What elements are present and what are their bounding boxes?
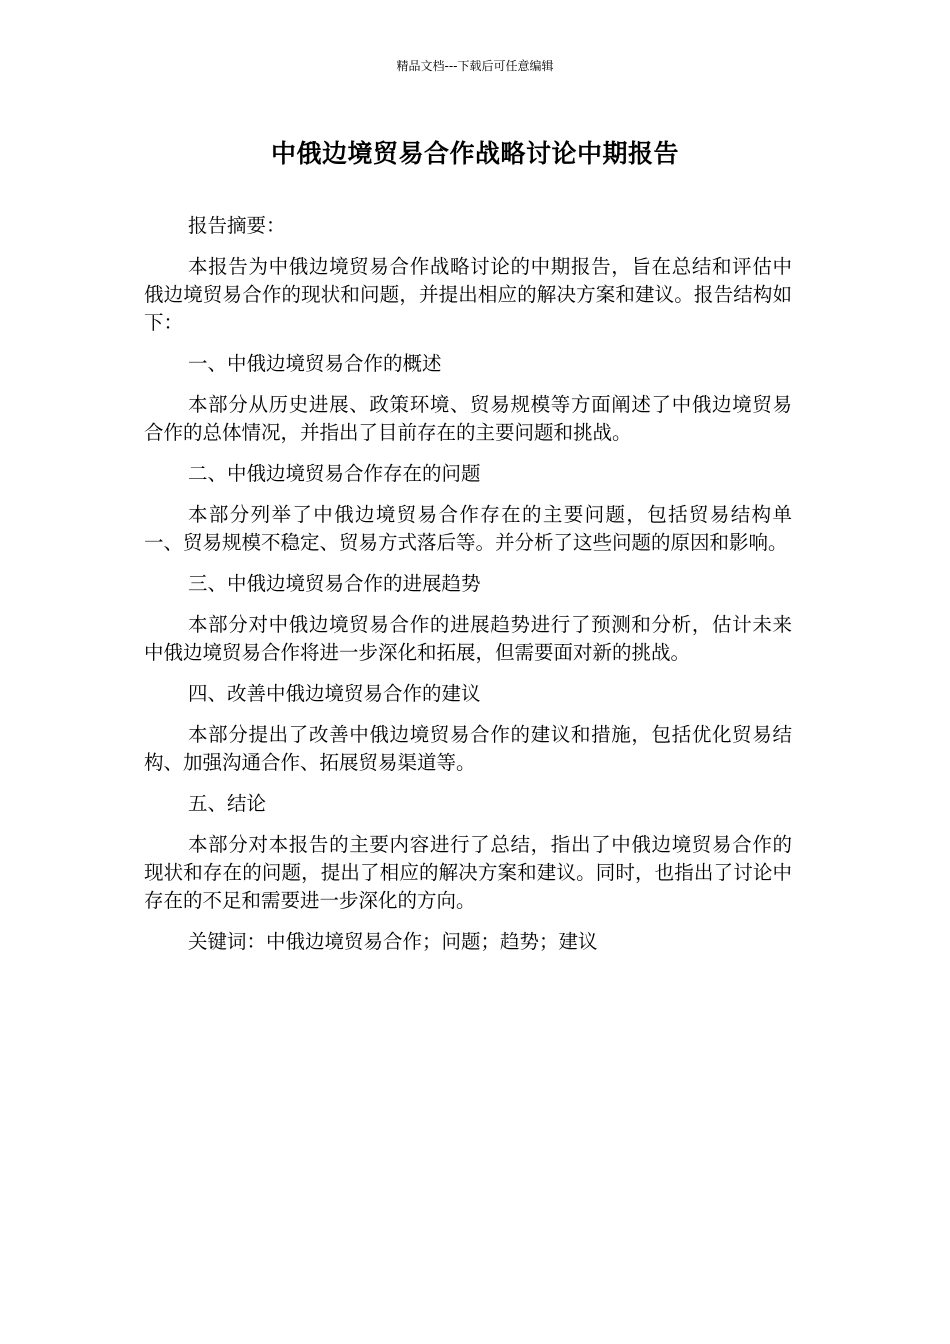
section-body-2: 本部分列举了中俄边境贸易合作存在的主要问题，包括贸易结构单一、贸易规模不稳定、贸易方式落后等。并分析了这些问题的原因和影响。 bbox=[144, 503, 792, 554]
section-heading-5: 五、结论 bbox=[188, 792, 267, 815]
section-body-3: 本部分对中俄边境贸易合作的进展趋势进行了预测和分析，估计未来中俄边境贸易合作将进一步深化和拓展，但需要面对新的挑战。 bbox=[144, 613, 792, 664]
document-body bbox=[144, 212, 792, 969]
section-heading-1: 一、中俄边境贸易合作的概述 bbox=[188, 352, 442, 375]
section-body-4: 本部分提出了改善中俄边境贸易合作的建议和措施，包括优化贸易结构、加强沟通合作、拓展贸易渠道等。 bbox=[144, 723, 792, 774]
document-title: 中俄边境贸易合作战略讨论中期报告 bbox=[270, 139, 679, 168]
section-heading-2: 二、中俄边境贸易合作存在的问题 bbox=[188, 462, 481, 485]
section-body-5: 本部分对本报告的主要内容进行了总结，指出了中俄边境贸易合作的现状和存在的问题，提出了相应的解决方案和建议。同时，也指出了讨论中存在的不足和需要进一步深化的方向。 bbox=[144, 833, 792, 912]
section-heading-4: 四、改善中俄边境贸易合作的建议 bbox=[188, 682, 481, 705]
keywords-line: 关键词：中俄边境贸易合作；问题；趋势；建议 bbox=[188, 930, 598, 953]
section-heading-3: 三、中俄边境贸易合作的进展趋势 bbox=[188, 572, 481, 595]
section-body-1: 本部分从历史进展、政策环境、贸易规模等方面阐述了中俄边境贸易合作的总体情况，并指出了目前存在的主要问题和挑战。 bbox=[144, 393, 792, 444]
abstract-label: 报告摘要： bbox=[188, 214, 286, 237]
header-note: 精品文档---下载后可任意编辑 bbox=[396, 59, 554, 73]
intro-paragraph: 本报告为中俄边境贸易合作战略讨论的中期报告，旨在总结和评估中俄边境贸易合作的现状和问题，并提出相应的解决方案和建议。报告结构如下： bbox=[144, 255, 792, 334]
